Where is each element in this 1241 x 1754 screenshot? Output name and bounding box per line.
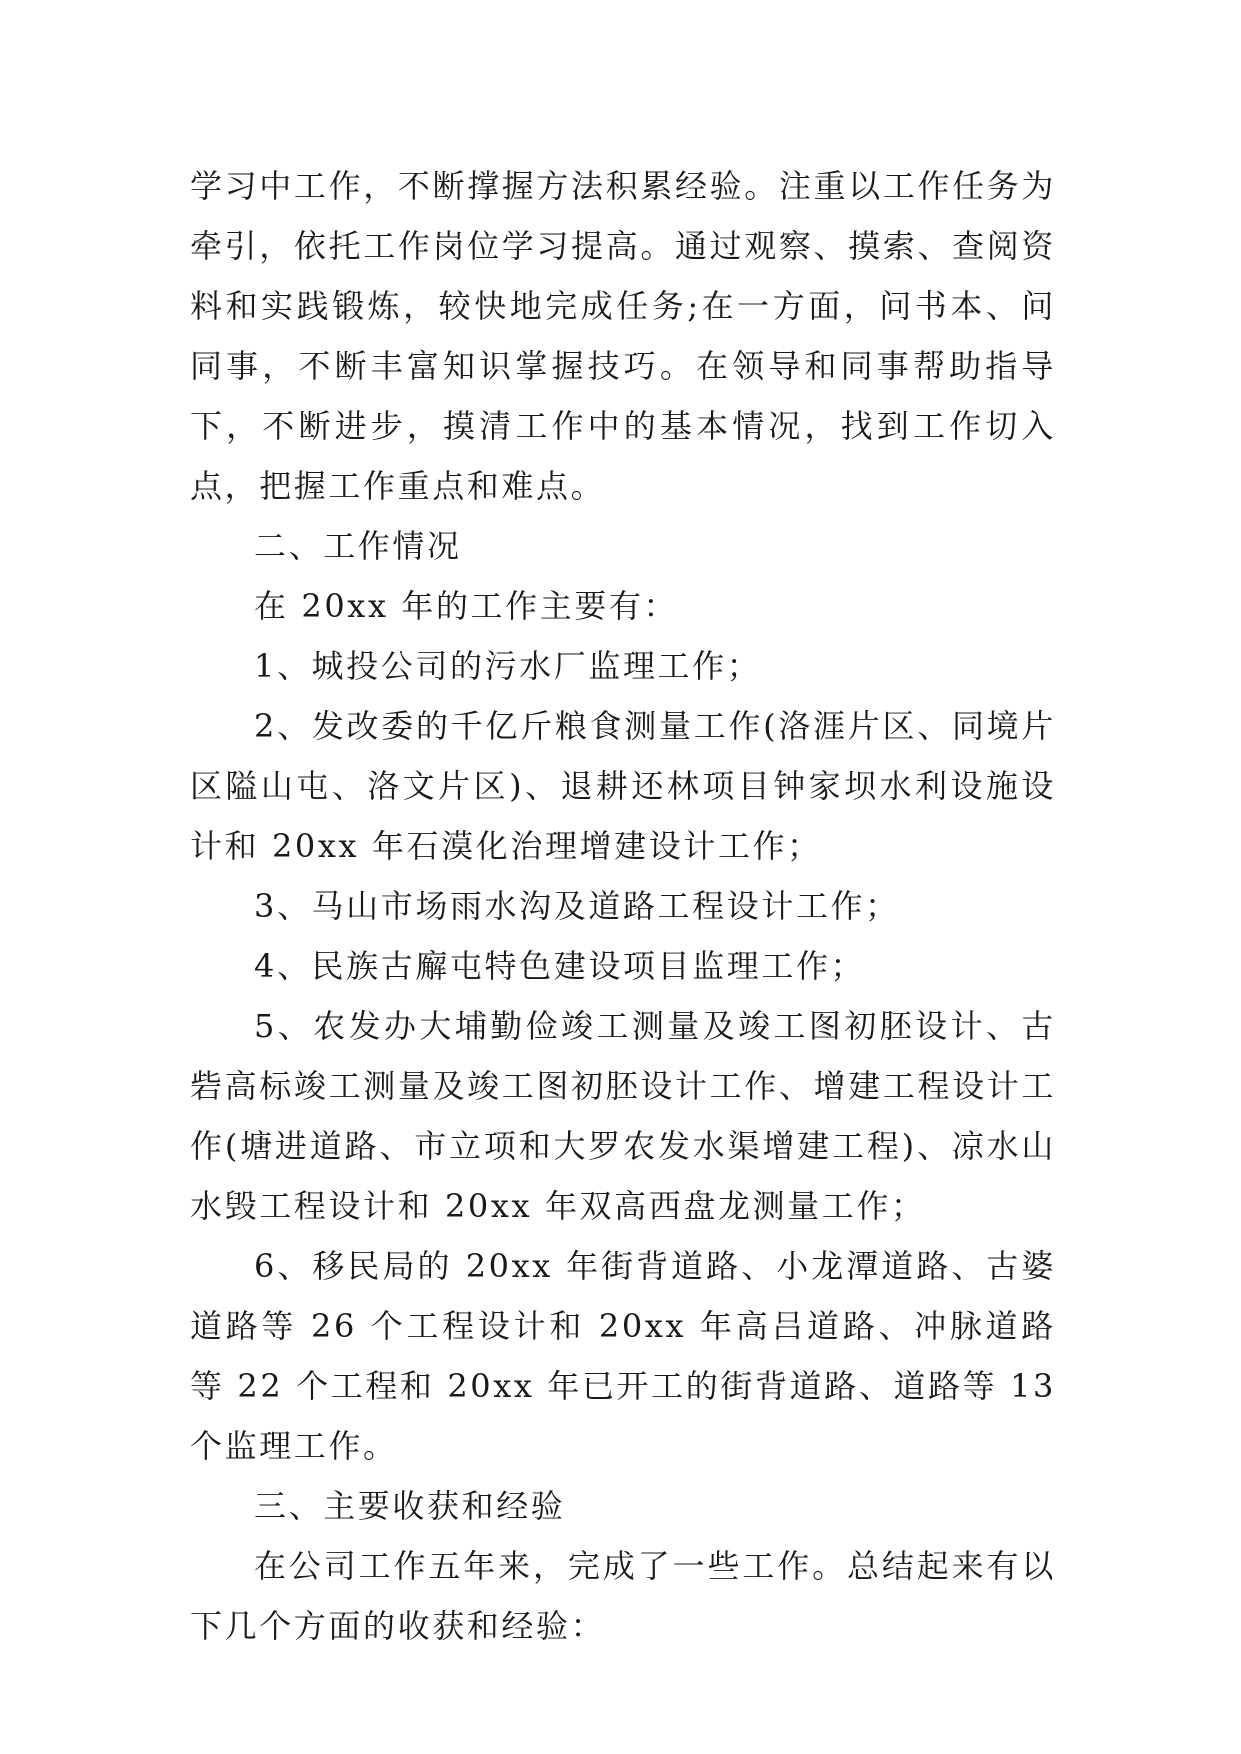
paragraph-work-summary: 在 20xx 年的工作主要有： bbox=[254, 587, 679, 625]
list-item-2: 2、发改委的千亿斤粮食测量工作(洛涯片区、同境片区隘山屯、洛文片区)、退耕还林项目钟家坝水利设施设计和 20xx 年石漠化治理增建设计工作； bbox=[190, 707, 1056, 865]
list-item-3: 3、马山市场雨水沟及道路工程设计工作； bbox=[254, 887, 900, 925]
list-item-6: 6、移民局的 20xx 年街背道路、小龙潭道路、古婆道路等 26 个工程设计和 20xx 年高吕道路、冲脉道路等 22 个工程和 20xx 年已开工的街背道路、道路等 13 个监理工作。 bbox=[190, 1247, 1056, 1465]
paragraph-intro-continuation: 学习中工作，不断撑握方法积累经验。注重以工作任务为牵引，依托工作岗位学习提高。通过观察、摸索、查阅资料和实践锻炼，较快地完成任务;在一方面，问书本、问同事，不断丰富知识掌握技巧。在领导和同事帮助指导下，不断进步，摸清工作中的基本情况，找到工作切入点，把握工作重点和难点。 bbox=[190, 167, 1056, 505]
section-heading-gains-experience: 三、主要收获和经验 bbox=[254, 1487, 566, 1525]
paragraph-gains-intro: 在公司工作五年来，完成了一些工作。总结起来有以下几个方面的收获和经验： bbox=[190, 1547, 1056, 1645]
list-item-4: 4、民族古廨屯特色建设项目监理工作； bbox=[254, 947, 866, 985]
list-item-1: 1、城投公司的污水厂监理工作； bbox=[254, 647, 762, 685]
section-heading-work-situation: 二、工作情况 bbox=[254, 527, 462, 565]
document-body bbox=[190, 156, 1056, 1656]
list-item-5: 5、农发办大埔勤俭竣工测量及竣工图初胚设计、古砦高标竣工测量及竣工图初胚设计工作、增建工程设计工作(塘进道路、市立项和大罗农发水渠增建工程)、凉水山水毁工程设计和 20xx 年双高西盘龙测量工作； bbox=[190, 1007, 1056, 1225]
